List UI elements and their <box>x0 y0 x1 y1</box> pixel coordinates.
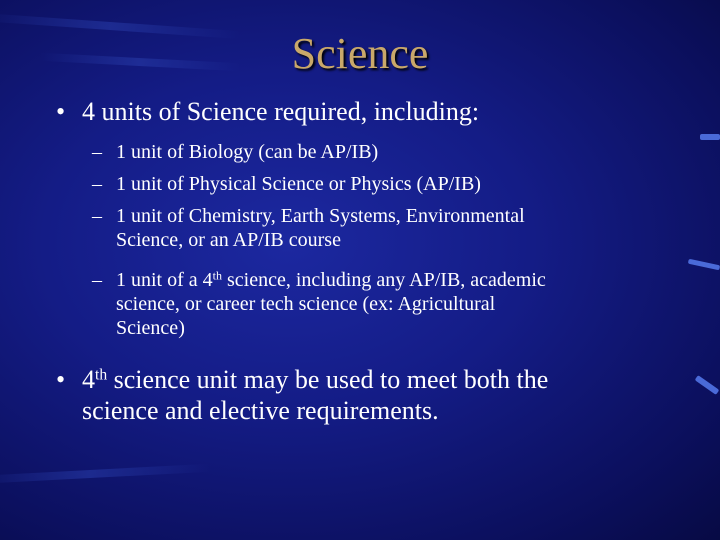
subitem-line: science, or career tech science (ex: Agricultural <box>116 293 496 315</box>
subitem-text <box>116 268 672 340</box>
bullet-units-required <box>56 96 479 127</box>
background-streak <box>0 464 210 485</box>
bullet-text-post: science unit may be used to meet both the <box>107 365 549 394</box>
subitem-text-post: science, including any AP/IB, academic <box>222 269 546 291</box>
subitem-biology <box>92 140 672 164</box>
bullet-text-pre: 4 <box>82 365 95 394</box>
bullet-line: science and elective requirements. <box>82 396 439 425</box>
bullet-text: 4 units of Science required, including: <box>82 97 480 126</box>
edge-decoration <box>695 375 720 395</box>
subitem-text-pre: 1 unit of a 4 <box>116 269 213 291</box>
subitem-line: 1 unit of Chemistry, Earth Systems, Environmental <box>116 205 525 227</box>
subitem-fourth-science <box>92 268 672 340</box>
subitem-physical-science <box>92 172 672 196</box>
bullet-elective-note <box>56 364 548 426</box>
bullet-marker: • <box>56 365 66 394</box>
bullet-text <box>82 364 548 426</box>
subitem-line: Science) <box>116 317 185 339</box>
superscript: th <box>95 366 108 384</box>
bullet-marker: • <box>56 97 66 126</box>
dash-marker: – <box>92 141 102 163</box>
subitem-text: 1 unit of Physical Science or Physics (AP/IB) <box>116 173 481 195</box>
edge-decoration <box>700 134 720 140</box>
edge-decoration <box>688 259 720 271</box>
superscript: th <box>212 268 222 283</box>
subitem-text: 1 unit of Biology (can be AP/IB) <box>116 141 379 163</box>
slide-title: Science <box>291 29 429 78</box>
dash-marker: – <box>92 173 102 195</box>
subitem-text <box>116 204 672 252</box>
subitem-chemistry <box>92 204 672 252</box>
dash-marker: – <box>92 269 102 291</box>
subitem-line: Science, or an AP/IB course <box>116 229 341 251</box>
dash-marker: – <box>92 205 102 227</box>
